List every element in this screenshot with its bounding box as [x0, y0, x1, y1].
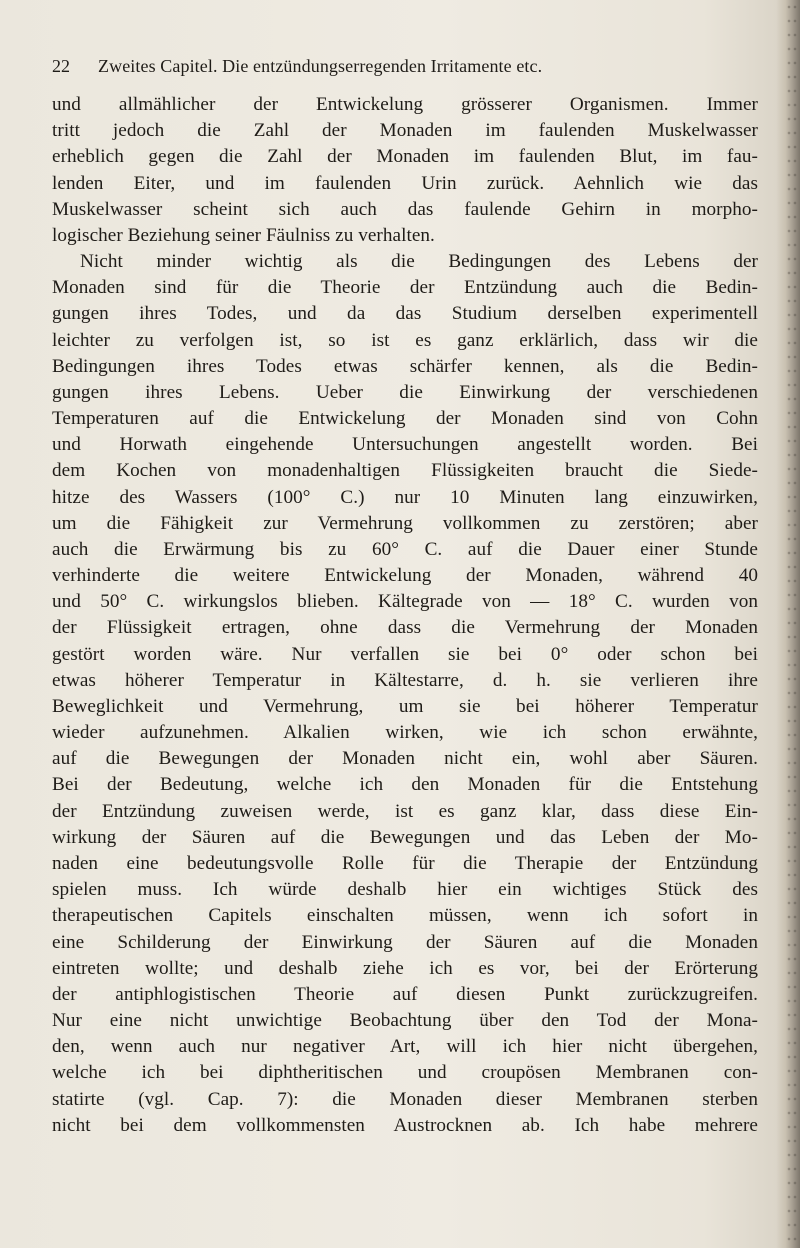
- text-line: verhinderte die weitere Entwickelung der Monaden, während 40: [52, 565, 758, 587]
- text-line: etwas höherer Temperatur in Kältestarre, d. h. sie verlieren ihre: [52, 669, 758, 691]
- text-line: und allmählicher der Entwickelung grösserer Organismen. Immer: [52, 94, 758, 115]
- page-number: 22: [52, 56, 70, 76]
- text-line: Bedingungen ihres Todes etwas schärfer kennen, als die Bedin-: [52, 355, 758, 377]
- text-line: eine Schilderung der Einwirkung der Säuren auf die Monaden: [52, 931, 758, 953]
- text-line: nicht bei dem vollkommensten Austrocknen ab. Ich habe mehrere: [52, 1114, 758, 1136]
- text-line: wieder aufzunehmen. Alkalien wirken, wie ich schon erwähnte,: [52, 722, 758, 744]
- text-line: Muskelwasser scheint sich auch das faulende Gehirn in morpho-: [52, 198, 758, 220]
- text-line: erheblich gegen die Zahl der Monaden im faulenden Blut, im fau-: [52, 146, 758, 168]
- page-header: [52, 56, 752, 80]
- text-line: gestört worden wäre. Nur verfallen sie bei 0° oder schon bei: [52, 643, 758, 665]
- text-line: logischer Beziehung seiner Fäulniss zu verhalten.: [52, 224, 435, 246]
- text-line: Bei der Bedeutung, welche ich den Monaden für die Entstehung: [52, 774, 758, 796]
- text-line: hitze des Wassers (100° C.) nur 10 Minuten lang einzuwirken,: [52, 486, 758, 508]
- text-line: eintreten wollte; und deshalb ziehe ich es vor, bei der Erörterung: [52, 957, 758, 979]
- text-line: Nicht minder wichtig als die Bedingungen des Lebens der: [80, 251, 758, 273]
- text-line: welche ich bei diphtheritischen und croupösen Membranen con-: [52, 1062, 758, 1084]
- text-line: Temperaturen auf die Entwickelung der Monaden sind von Cohn: [52, 408, 758, 430]
- text-line: der Entzündung zuweisen werde, ist es ganz klar, dass diese Ein-: [52, 800, 758, 822]
- text-line: dem Kochen von monadenhaltigen Flüssigkeiten braucht die Siede-: [52, 460, 758, 482]
- text-line: auf die Bewegungen der Monaden nicht ein, wohl aber Säuren.: [52, 748, 758, 770]
- text-line: gungen ihres Lebens. Ueber die Einwirkung der verschiedenen: [52, 381, 758, 403]
- text-line: und 50° C. wirkungslos blieben. Kältegrade von — 18° C. wurden von: [52, 591, 758, 613]
- text-line: Monaden sind für die Theorie der Entzündung auch die Bedin-: [52, 277, 758, 299]
- body-text: [52, 92, 758, 1139]
- text-line: lenden Eiter, und im faulenden Urin zurück. Aehnlich wie das: [52, 172, 758, 194]
- page-edge-texture: [786, 0, 798, 1248]
- text-line: Beweglichkeit und Vermehrung, um sie bei höherer Temperatur: [52, 695, 758, 717]
- text-line: gungen ihres Todes, und da das Studium derselben experimentell: [52, 303, 758, 325]
- text-line: naden eine bedeutungsvolle Rolle für die Therapie der Entzündung: [52, 852, 758, 874]
- text-line: statirte (vgl. Cap. 7): die Monaden dieser Membranen sterben: [52, 1088, 758, 1110]
- text-line: Nur eine nicht unwichtige Beobachtung über den Tod der Mona-: [52, 1010, 758, 1032]
- text-line: den, wenn auch nur negativer Art, will ich hier nicht übergehen,: [52, 1036, 758, 1058]
- text-line: spielen muss. Ich würde deshalb hier ein wichtiges Stück des: [52, 879, 758, 901]
- text-line: der Flüssigkeit ertragen, ohne dass die Vermehrung der Monaden: [52, 617, 758, 639]
- text-line: und Horwath eingehende Untersuchungen angestellt worden. Bei: [52, 434, 758, 456]
- text-line: therapeutischen Capitels einschalten müssen, wenn ich sofort in: [52, 905, 758, 927]
- running-head: Zweites Capitel. Die entzündungserregenden Irritamente etc.: [98, 56, 543, 76]
- text-line: wirkung der Säuren auf die Bewegungen und das Leben der Mo-: [52, 826, 758, 848]
- text-line: auch die Erwärmung bis zu 60° C. auf die Dauer einer Stunde: [52, 538, 758, 560]
- text-line: der antiphlogistischen Theorie auf diesen Punkt zurückzugreifen.: [52, 983, 758, 1005]
- text-line: leichter zu verfolgen ist, so ist es ganz erklärlich, dass wir die: [52, 329, 758, 351]
- text-line: um die Fähigkeit zur Vermehrung vollkommen zu zerstören; aber: [52, 512, 758, 534]
- text-line: tritt jedoch die Zahl der Monaden im faulenden Muskelwasser: [52, 120, 758, 142]
